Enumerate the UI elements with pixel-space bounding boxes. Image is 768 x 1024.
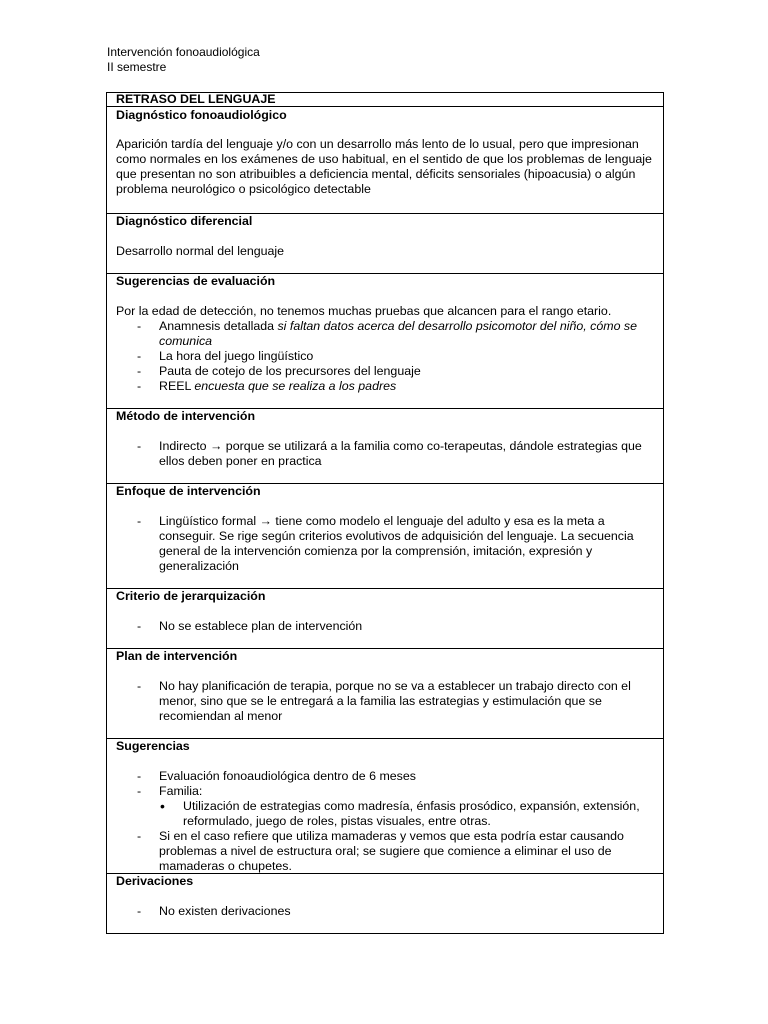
list-item: - Evaluación fonoaudiológica dentro de 6 meses xyxy=(116,769,657,784)
plan-list xyxy=(116,679,657,724)
header-semester: II semestre xyxy=(107,59,167,74)
section-diferencial xyxy=(107,214,663,274)
section-title: Sugerencias de evaluación xyxy=(116,274,276,288)
section-metodo xyxy=(107,409,663,484)
criteria-list xyxy=(116,619,657,634)
section-title: Plan de intervención xyxy=(116,649,238,663)
section-title: Sugerencias xyxy=(116,739,190,753)
referrals-list xyxy=(116,904,657,919)
list-item: - No hay planificación de terapia, porque no se va a establecer un trabajo directo con el menor, sino que se le entregará a la familia las estrategias y estimulación que se recomiendan al menor xyxy=(116,679,657,724)
page-header xyxy=(107,45,260,74)
section-title: Enfoque de intervención xyxy=(116,484,261,498)
section-plan xyxy=(107,649,663,739)
sub-list-item: • Utilización de estrategias como madresía, énfasis prosódico, expansión, extensión, reformulado, juego de roles, pistas visuales, entre otras. xyxy=(116,799,657,829)
list-item: - Anamnesis detallada si faltan datos acerca del desarrollo psicomotor del niño, cómo se comunica xyxy=(116,319,657,349)
family-sublist xyxy=(159,799,657,829)
list-item: - Si en el caso refiere que utiliza mamaderas y vemos que esta podría estar causando problemas a nivel de estructura oral; se sugiere que comience a eliminar el uso de mamaderas o chupetes. xyxy=(116,829,657,874)
list-item: - La hora del juego lingüístico xyxy=(116,349,657,364)
section-intro: Por la edad de detección, no tenemos muchas pruebas que alcancen para el rango etario. xyxy=(116,304,612,318)
method-list xyxy=(116,439,657,469)
approach-list xyxy=(116,514,657,574)
header-course: Intervención fonoaudiológica xyxy=(107,45,260,59)
list-item: - Indirecto → porque se utilizará a la familia como co-terapeutas, dándole estrategias que ellos deben poner en practica xyxy=(116,439,657,469)
section-title: Diagnóstico fonoaudiológico xyxy=(116,108,287,122)
section-derivaciones xyxy=(107,874,663,934)
section-title: Criterio de jerarquización xyxy=(116,589,266,603)
section-title: Diagnóstico diferencial xyxy=(116,214,253,228)
section-criterio xyxy=(107,589,663,649)
section-sugerencias xyxy=(107,739,663,874)
list-item: - No se establece plan de intervención xyxy=(116,619,657,634)
list-item: - REEL encuesta que se realiza a los padres xyxy=(116,379,657,394)
section-title: Derivaciones xyxy=(116,874,194,888)
section-text: Aparición tardía del lenguaje y/o con un desarrollo más lento de lo usual, pero que impresionan como normales en los exámenes de uso habitual, en el sentido de que los problemas de lenguaje que presentan no son atribuibles a deficiencia mental, déficits sensoriales (hipoacusia) o algún problema neurológico o psicológico detectable xyxy=(116,137,652,196)
suggestions-list xyxy=(116,769,657,874)
document-table xyxy=(106,92,664,934)
section-title: Método de intervención xyxy=(116,409,256,423)
section-evaluacion xyxy=(107,274,663,409)
evaluation-list xyxy=(116,319,657,394)
list-item: - Lingüístico formal → tiene como modelo el lenguaje del adulto y esa es la meta a conseguir. Se rige según criterios evolutivos de adquisición del lenguaje. La secuencia general de la intervención comienza por la comprensión, imitación, expresión y generalización xyxy=(116,514,657,574)
list-item: - Pauta de cotejo de los precursores del lenguaje xyxy=(116,364,657,379)
list-item: - Familia: • Utilización de estrategias como madresía, énfasis prosódico, expansión, extensión, reformulado, juego de roles, pistas visuales, entre otras. xyxy=(116,784,657,829)
section-enfoque xyxy=(107,484,663,589)
table-title: RETRASO DEL LENGUAJE xyxy=(107,93,663,107)
section-text: Desarrollo normal del lenguaje xyxy=(116,244,285,258)
list-item: - No existen derivaciones xyxy=(116,904,657,919)
section-diagnostico xyxy=(107,107,663,214)
